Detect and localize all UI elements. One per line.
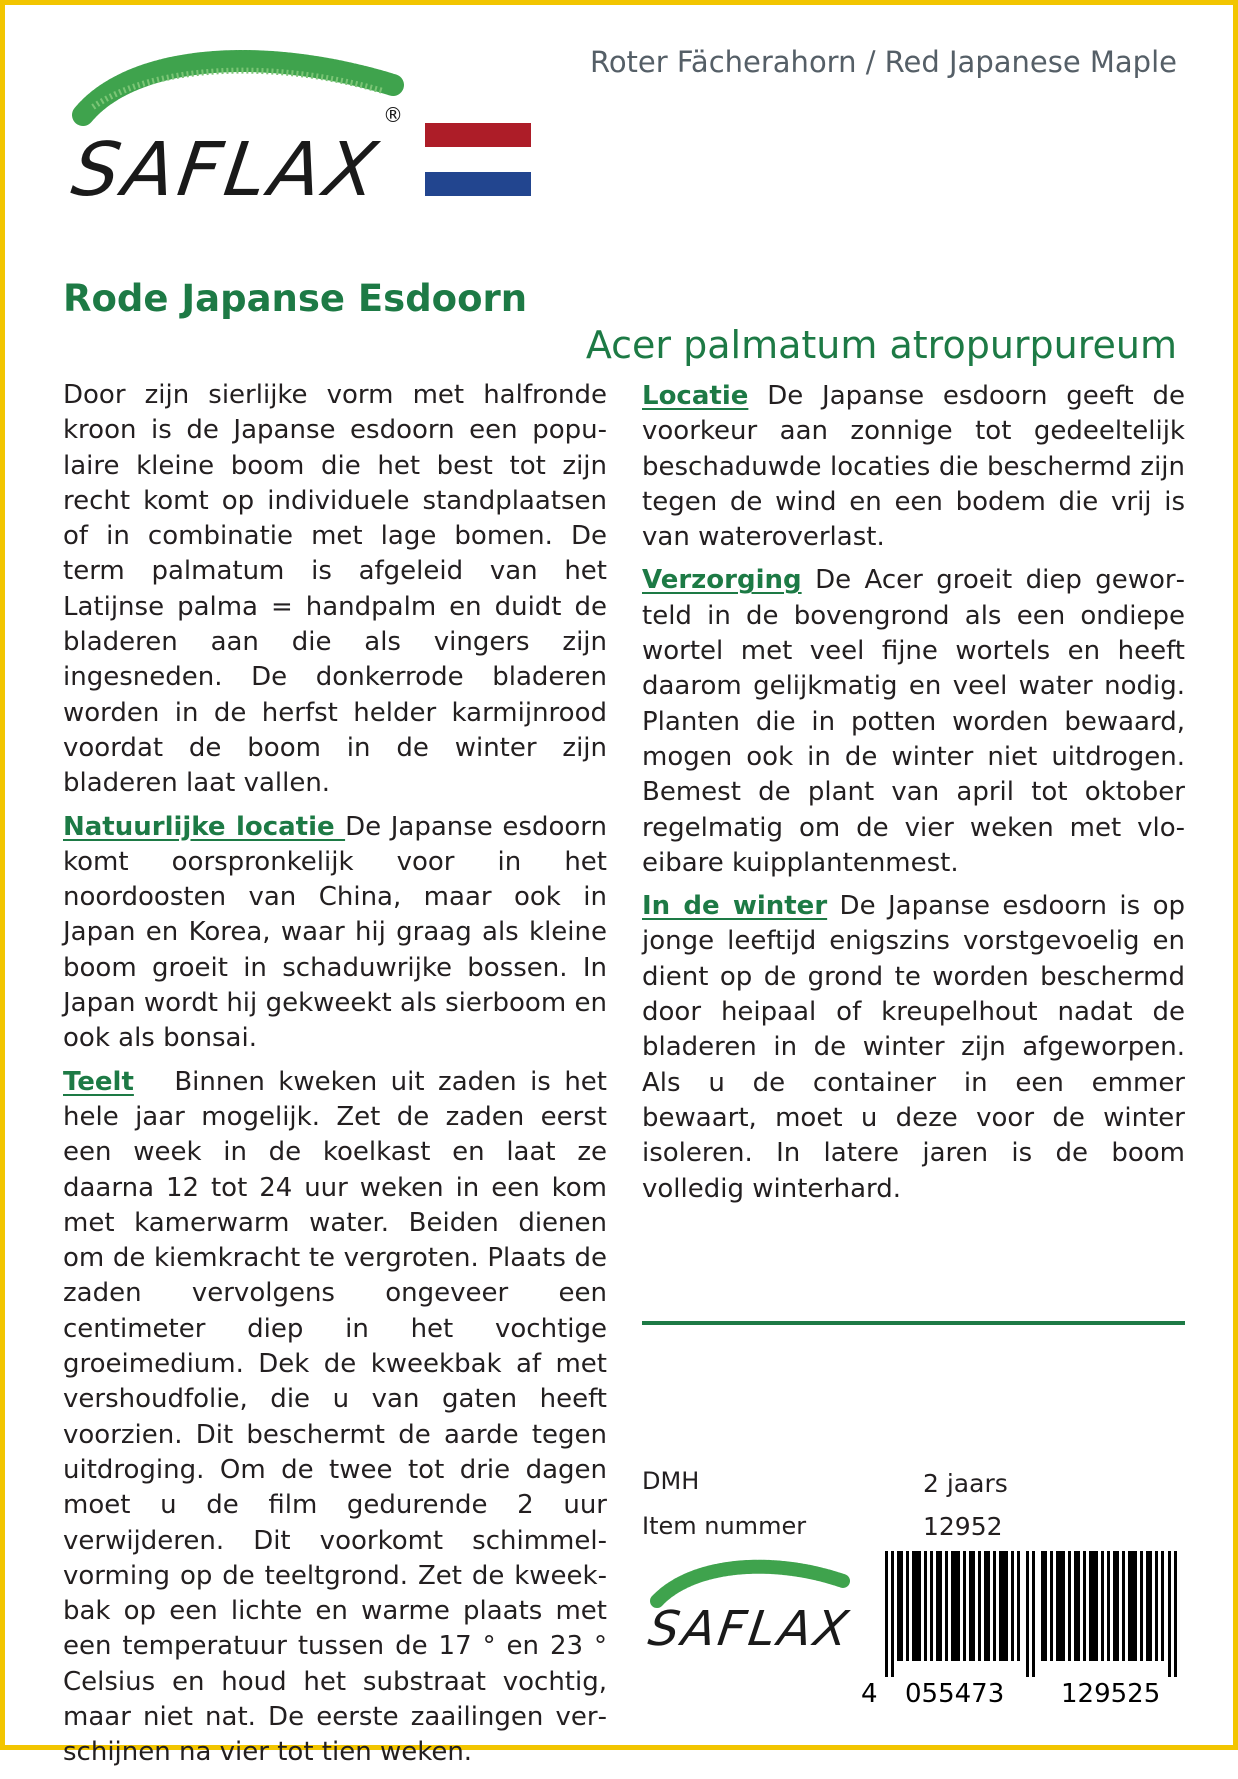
natural-location-text: De Japanse esdoorn komt oorspronkelijk voor in het noordoosten van China, maar ook in Japan en Korea, waar hij graag als kleine boom groeit in schaduwrijke bossen. In Japan wordt hij gekweekt als sierboom en ook als bonsai. [63, 811, 607, 1054]
section-divider [642, 1321, 1185, 1325]
saflax-footer-logo [643, 1553, 873, 1663]
footer-brand-name: SAFLAX [645, 1601, 855, 1657]
grass-arc-icon [63, 45, 403, 135]
barcode-left-group: 055473 [905, 1679, 1005, 1709]
flag-white-stripe [425, 147, 531, 171]
flag-blue-stripe [425, 172, 531, 196]
locatie-paragraph [642, 379, 1185, 555]
flag-red-stripe [425, 123, 531, 147]
intro-paragraph: Door zijn sierlijke vorm met halfronde kroon is de Japanse esdoorn een populaire kleine boom die het best tot zijn recht komt op individuele standplaatsen of in combinatie met lage bomen. De term palmatum is afgeleid van het Latijnse palma = handpalm en duidt de bladeren aan die als vingers zijn ingesneden. De donkerrode bladeren worden in de herfst helder karmijnrood voordat de boom in de winter zijn bladeren laat vallen. [63, 380, 607, 799]
barcode-right-group: 129525 [1061, 1679, 1161, 1709]
natural-location-heading: Natuurlijke locatie [63, 811, 346, 842]
verzorging-text: De Acer groeit diep geworteld in de bovengrond als een ondiepe wortel met veel fijne wortels en heeft daarom gelijkmatig en veel water nodig. Planten die in potten worden bewaard, mogen ook in de winter niet uitdrogen. Bemest de plant van april tot oktober regelmatig om de vier weken met vloeibare kuipplantenmest. [642, 565, 1186, 878]
verzorging-heading: Verzorging [642, 565, 802, 596]
barcode-first-digit: 4 [861, 1679, 878, 1709]
winter-text: De Japanse esdoorn is op jonge leeftijd enigszins vorstgevoelig en dient op de grond te worden beschermd door heipaal of kreupelhout nadat de bladeren in de winter zijn afgeworpen. Als u de container in een emmer bewaart, moet u deze voor de winter isoleren. In latere jaren is de boom volledig winterhard. [642, 891, 1185, 1204]
item-number-value: 12952 [923, 1512, 1003, 1541]
netherlands-flag-icon [425, 123, 531, 196]
locatie-heading: Locatie [642, 381, 749, 411]
teelt-text: Binnen kweken uit zaden is het hele jaar mogelijk. Zet de zaden eerst een week in de koelkast en laat ze daarna 12 tot 24 uur weken in een kom met kamerwarm water. Beiden dienen om de kiemkracht te vergroten. Plaats de zaden vervolgens ongeveer een centimeter diep in het vochtige groeimedium. Dek de kweekbak af met vershoudfolie, die u van gaten heeft voorzien. Dit beschermt de aarde tegen uitdroging. Om de twee tot drie dagen moet u de film gedurende 2 uur verwijderen. Dit voorkomt schimmelvorming op de teeltgrond. Zet de kweekbak op een lichte en warme plaats met een temperatuur tussen de 17 ° en 23 ° Celsius en houd het substraat vochtig, maar niet nat. De eerste zaailingen verschijnen na vier tot tien weken. [63, 1066, 607, 1768]
dmh-value: 2 jaars [923, 1469, 1008, 1498]
saflax-logo [63, 45, 423, 215]
winter-paragraph [642, 889, 1185, 1207]
winter-heading: In de winter [642, 891, 828, 922]
brand-name: SAFLAX [66, 127, 386, 213]
left-column [63, 378, 607, 1779]
locatie-text: De Japanse esdoorn geeft de voorkeur aan zonnige tot gedeeltelijk beschaduwde locaties die beschermd zijn tegen de wind en een bodem die vrij is van wateroverlast. [642, 381, 1186, 553]
latin-name: Acer palmatum atropurpureum [585, 323, 1177, 367]
page-title: Rode Japanse Esdoorn [63, 277, 528, 320]
barcode-bars [885, 1551, 1183, 1677]
teelt-heading: Teelt [63, 1066, 134, 1097]
item-number-label: Item nummer [642, 1512, 807, 1540]
barcode [861, 1551, 1187, 1709]
registered-mark: ® [383, 103, 403, 127]
product-subtitle: Roter Fächerahorn / Red Japanese Maple [589, 45, 1177, 79]
verzorging-paragraph [642, 563, 1185, 881]
natural-location-paragraph [63, 810, 607, 1057]
right-column [642, 379, 1185, 1215]
dmh-label: DMH [642, 1467, 700, 1495]
teelt-paragraph [63, 1065, 607, 1771]
